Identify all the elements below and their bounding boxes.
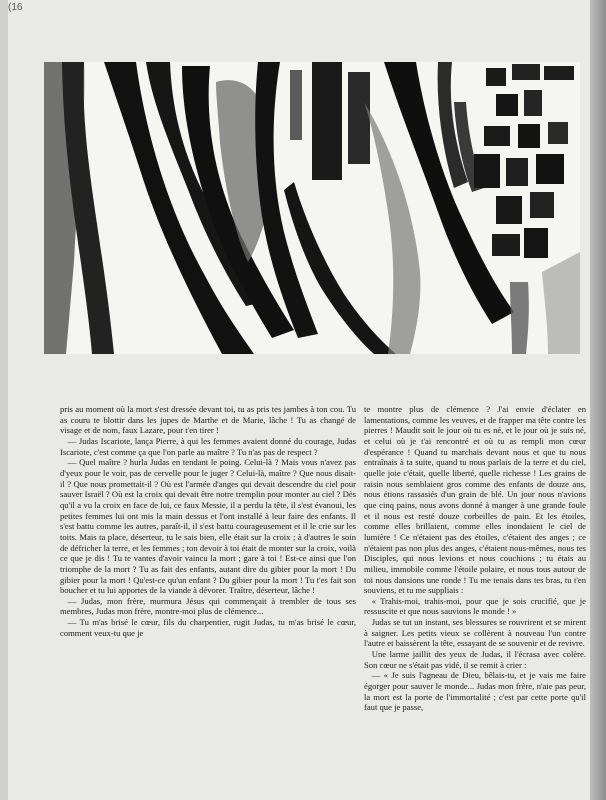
- brush-strokes-artwork: [44, 62, 580, 354]
- paragraph: — « Je suis l'agneau de Dieu, bêlais-tu, et je vais me faire égorger pour sauver le monde... Judas mon frère, n'aie pas peur, la mort est la porte de l'immortalité ; c'est par cette porte qu'il faut que je passe,: [364, 670, 586, 713]
- paragraph: « Trahis-moi, trahis-moi, pour que je sois crucifié, que je ressuscite et que nous sauvions le monde ! »: [364, 595, 586, 617]
- paragraph: Une larme jaillit des yeux de Judas, il l'écrasa avec colère. Son cœur ne s'était pas vidé, il se remit à crier :: [364, 649, 586, 670]
- page-folio: (16: [8, 2, 23, 13]
- paragraph: — Judas Iscariote, lança Pierre, à qui les femmes avaient donné du courage, Judas Iscariote, c'est comme ça que l'on parle au maître ? Tu n'as pas de respect ?: [60, 435, 356, 457]
- paragraph: pris au moment où la mort s'est dressée devant toi, tu as pris tes jambes à ton cou. Tu as couru te blottir dans les jupes de Marthe et de Marie, lâche ! Tu as changé de visage et de nom, faux Lazare, pour t'en tirer !: [60, 404, 356, 436]
- paragraph: — Quel maître ? hurla Judas en tendant le poing. Celui-là ? Mais vous n'avez pas d'yeux pour le voir, pas de cervelle pour le juger ? Celui-là, maître ? Que nous disait-il ? Que nous promettait-il ? Où est l'armée d'anges qui devait descendre du ciel pour sauver Israël ? Où est la croix qui devait être notre tremplin pour monter au ciel ? Dès qu'il a vu la croix en face de lui, ce faux Messie, il a perdu la tête, il s'est évanoui, les petites femmes lui ont mis la main dessus et l'ont installé à leur faire des enfants. Il s'est battu comme les autres, paraît-il, il s'est battu courageusement et il le crie sur les toits. Mais ta place, déserteur, tu le sais bien, elle était sur la croix ; à d'autres le soin de défricher la terre, et les femmes ; ton devoir à toi était de monter sur la croix, voilà ce que je dis ! Tu te vantes d'avoir vaincu la mort ; gare à toi ! Est-ce ainsi que l'on triomphe de la mort ? Tu as fait des enfants, autant dire du gibier pour la mort ! Du gibier pour la mort ! Qu'est-ce qu'un enfant ? Du gibier pour la mort ! Tu t'es fait son boucher et tu lui apportes de la viande à dévorer. Traître, déserteur, lâche !: [60, 457, 356, 596]
- paragraph: te montre plus de clémence ? J'ai envie d'éclater en lamentations, comme les veuves, et de frapper ma tête contre les pierres ! Maudit soit le jour où tu es né, et le jour où je suis né, et celui où je t'ai rencontré et où tu as rempli mon cœur d'espérance ! Quand tu marchais devant nous et que tu nous entraînais à ta suite, quand tu nous parlais de la terre et du ciel, quelle joie c'était, quelle liberté, quelle richesse ! Les grains de raisin nous semblaient gros comme des enfants de douze ans, nous étions rassasiés d'un grain de blé. Un jour nous n'avions que cinq pains, nous avons donné à manger à une grande foule et il nous est resté douze corbeilles de pain. Et les étoiles, comme elles brillaient, comme elles inondaient le ciel de lumière ! Ce n'étaient pas des étoiles, c'étaient des anges ; ce n'étaient pas non plus des anges, c'étaient nous-mêmes, nous tes Disciples, qui nous levions et nous couchions ; tu étais au milieu, immobile comme l'étoile polaire, et nous tous autour de toi nous dansions une ronde ! Tu me tenais dans tes bras, tu t'en souviens, et tu me suppliais :: [364, 404, 586, 596]
- page-edge-shadow: [590, 0, 606, 800]
- paragraph: — Tu m'as brisé le cœur, fils du charpentier, rugit Judas, tu m'as brisé le cœur, comment veux-tu que je: [60, 617, 356, 638]
- text-column-right: [364, 404, 586, 796]
- paragraph: Judas se tut un instant, ses blessures se rouvrirent et se mirent à saigner. Les petits vieux se collèrent à nouveau l'un contre l'autre et baissèrent la tête, essayant de se souvenir et de revivre.: [364, 617, 586, 649]
- text-column-left: [60, 404, 356, 796]
- abstract-brush-illustration: [44, 62, 580, 354]
- paragraph: — Judas, mon frère, murmura Jésus qui commençait à trembler de tous ses membres, Judas mon frère, montre-moi plus de clémence...: [60, 595, 356, 617]
